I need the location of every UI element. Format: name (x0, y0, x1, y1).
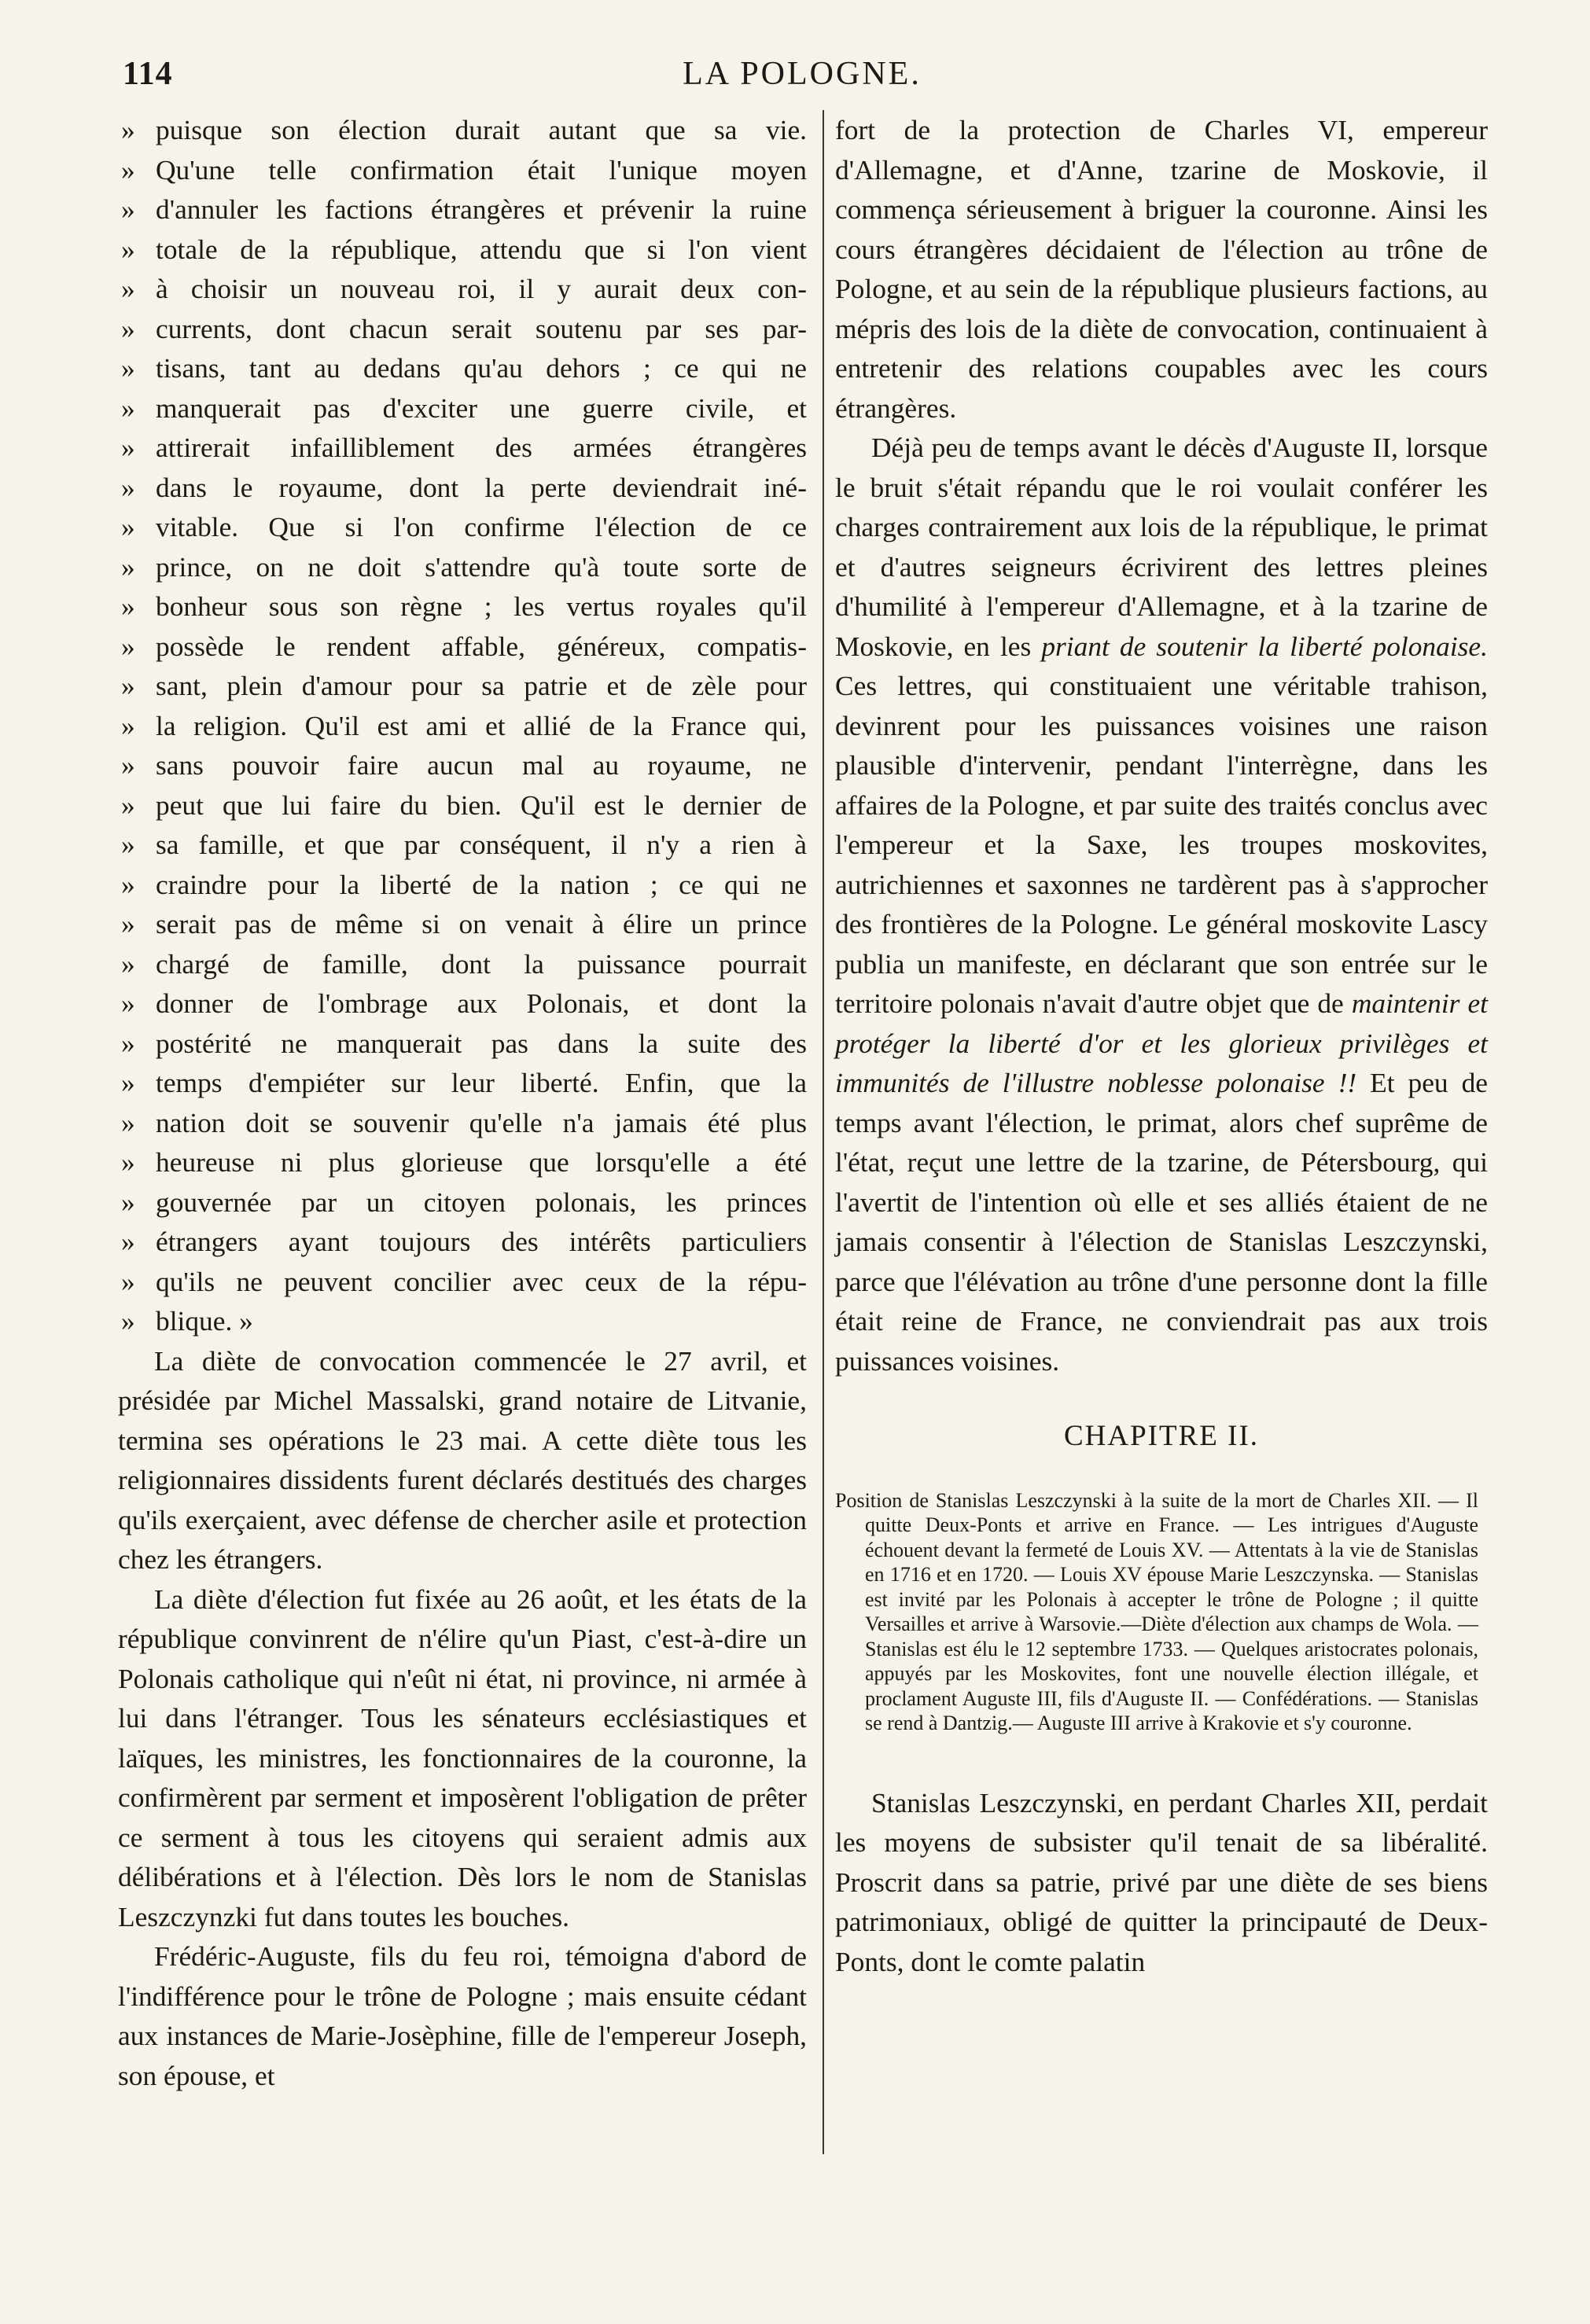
quote-marker: » (121, 749, 135, 781)
quote-line (118, 1182, 807, 1223)
quote-line (118, 507, 807, 547)
quote-marker: » (121, 273, 135, 304)
quote-marker: » (121, 1186, 135, 1218)
quote-marker: » (121, 550, 135, 583)
quote-line-text: attirerait infailliblement des armées étrangères (156, 432, 807, 463)
quote-line-text: chargé de famille, dont la puissance pourrait (156, 947, 807, 980)
quote-marker: » (121, 312, 135, 344)
quote-line-text: étrangers ayant toujours des intérêts particuliers (156, 1226, 807, 1257)
paragraph-frederic-auguste: Frédéric-Auguste, fils du feu roi, témoigna d'abord de l'indifférence pour le trône de Pologne ; mais ensuite cédant aux instances de Marie-Josèphine, fille de l'empereur Joseph, son épouse, et (118, 1940, 807, 2091)
quote-marker: » (121, 1106, 135, 1138)
quote-line-text: nation doit se souvenir qu'elle n'a jamais été plus (156, 1106, 807, 1138)
quote-line (118, 1063, 807, 1103)
quote-line-text: puisque son élection durait autant que sa vie. (156, 114, 807, 145)
chapter-heading: CHAPITRE II. (1063, 1420, 1260, 1452)
quote-line (118, 388, 807, 428)
quote-line (118, 468, 807, 508)
quote-line-text: Qu'une telle confirmation était l'unique moyen (156, 153, 807, 186)
quote-marker: » (121, 471, 135, 503)
quote-line-text: sans pouvoir faire aucun mal au royaume, ne (156, 749, 807, 781)
quote-marker: » (121, 352, 135, 384)
quote-line-text: temps d'empiéter sur leur liberté. Enfin, que la (156, 1067, 807, 1098)
quote-line-text: currents, dont chacun serait soutenu par ses par- (156, 312, 807, 344)
quote-marker: » (121, 590, 135, 622)
italic-quote: priant de soutenir la liberté polonaise. (1041, 630, 1488, 662)
quote-marker: » (121, 868, 135, 900)
quote-marker: » (121, 789, 135, 821)
quote-marker: » (121, 1027, 135, 1059)
quote-line-text: serait pas de même si on venait à élire un prince (156, 908, 807, 940)
quote-line-text: sa famille, et que par conséquent, il n'y a rien à (156, 829, 807, 860)
quote-line (118, 189, 807, 230)
quote-line (118, 1024, 807, 1064)
quote-line-text: postérité ne manquerait pas dans la suite des (156, 1027, 807, 1059)
quote-line (118, 984, 807, 1024)
quote-line-text: donner de l'ombrage aux Polonais, et dont la (156, 987, 807, 1019)
quote-marker: » (121, 630, 135, 662)
quote-line (118, 547, 807, 587)
quote-line-text: possède le rendent affable, généreux, compatis- (156, 630, 807, 662)
paragraph-foreign-intervention (835, 428, 1488, 1381)
quote-line-text: totale de la république, attendu que si l'on vient (156, 233, 807, 265)
page-number: 114 (123, 56, 173, 92)
running-title: LA POLOGNE. (683, 56, 922, 92)
quote-marker: » (121, 709, 135, 741)
quote-line (118, 1222, 807, 1262)
column-divider (823, 110, 824, 2154)
italic-quote: maintenir et protéger la liberté d'or et les glorieux privilèges et immunités de l'illustre noblesse polonaise !! (835, 987, 1488, 1098)
quote-line-text: gouvernée par un citoyen polonais, les princes (156, 1186, 807, 1218)
chapter-summary: Position de Stanislas Leszczynski à la suite de la mort de Charles XII. — Il quitte Deux-Ponts et arrive en France. — Les intrigues d'Auguste échouent devant la fermeté de Louis XV. — Attentats à la vie de Stanislas en 1716 et en 1720. — Louis XV épouse Marie Leszczynska. — Stanislas est invité par les Polonais à accepter le trône de Pologne ; il quitte Versailles et arrive à Warsovie.—Diète d'élection aux champs de Wola. — Stanislas est élu le 12 septembre 1733. — Quelques aristocrates polonais, appuyés par les Moskovites, font une nouvelle élection illégale, et proclament Auguste III, fils d'Auguste II. — Confédérations. — Stanislas se rend à Dantzig.— Auguste III arrive à Krakovie et s'y couronne. (835, 1488, 1478, 1734)
quote-line (118, 269, 807, 309)
quote-line (118, 309, 807, 349)
paragraph-election-diet: La diète d'élection fut fixée au 26 août, et les états de la république convinrent de n'élire qu'un Piast, c'est-à-dire un Polonais catholique qui n'eût ni état, ni province, ni armée à lui dans l'étranger. Tous les sénateurs ecclésiastiques et laïques, les ministres, les fonctionnaires de la couronne, la confirmèrent par serment et imposèrent l'obligation de prêter ce serment à tous les citoyens qui seraient admis aux délibérations et à l'élection. Dès lors le nom de Stanislas Leszczynzki fut dans toutes les bouches. (118, 1583, 807, 1932)
quote-marker: » (121, 233, 135, 265)
quote-line (118, 627, 807, 667)
quote-line (118, 706, 807, 746)
quote-marker: » (121, 947, 135, 980)
page-header (118, 55, 1486, 102)
quote-line (118, 150, 807, 190)
right-column (835, 110, 1488, 1981)
quote-line-text: heureuse ni plus glorieuse que lorsqu'elle a été (156, 1146, 807, 1178)
quote-line-text: blique. » (156, 1305, 253, 1337)
quote-marker: » (121, 193, 135, 225)
quote-line-text: qu'ils ne peuvent concilier avec ceux de la répu- (156, 1265, 807, 1297)
quote-marker: » (121, 153, 135, 186)
quote-marker: » (121, 1305, 135, 1337)
quote-marker: » (121, 670, 135, 701)
paragraph-continuation: fort de la protection de Charles VI, empereur d'Allemagne, et d'Anne, tzarine de Moskovie, il commença sérieusement à briguer la couronne. Ainsi les cours étrangères décidaient de l'élection au trône de Pologne, et au sein de la république plusieurs factions, au mépris des lois de la diète de convocation, continuaient à entretenir des relations coupables avec les cours étrangères. (835, 114, 1488, 424)
quote-line (118, 666, 807, 706)
quote-line (118, 944, 807, 984)
quote-line-text: manquerait pas d'exciter une guerre civile, et (156, 392, 807, 424)
quoted-speech (118, 110, 807, 1341)
paragraph-stanislas: Stanislas Leszczynski, en perdant Charles XII, perdait les moyens de subsister qu'il tenait de sa libéralité. Proscrit dans sa patrie, privé par une diète de ses biens patrimoniaux, obligé de quitter la principauté de Deux-Ponts, dont le comte palatin (835, 1786, 1488, 1977)
quote-line-text: d'annuler les factions étrangères et prévenir la ruine (156, 193, 807, 225)
quote-line (118, 1262, 807, 1302)
quote-line-text: craindre pour la liberté de la nation ; ce qui ne (156, 868, 807, 900)
paragraph-text: Et peu de temps avant l'élection, le primat, alors chef suprême de l'état, reçut une lettre de la tzarine, de Pétersbourg, qui l'avertit de l'intention où elle et ses alliés étaient de ne jamais consentir à l'élection de Stanislas Leszczynski, parce que l'élévation au trône d'une personne dont la fille était reine de France, ne conviendrait pas aux trois puissances voisines. (835, 1067, 1488, 1377)
quote-line (118, 1103, 807, 1143)
quote-line (118, 230, 807, 270)
quote-marker: » (121, 432, 135, 463)
quote-marker: » (121, 114, 135, 145)
quote-line (118, 348, 807, 388)
quote-marker: » (121, 511, 135, 542)
quote-line-text: tisans, tant au dedans qu'au dehors ; ce qui ne (156, 352, 807, 384)
quote-line-text: la religion. Qu'il est ami et allié de la France qui, (156, 709, 807, 741)
left-column (118, 110, 807, 2095)
quote-marker: » (121, 987, 135, 1019)
quote-line (118, 825, 807, 865)
quote-line (118, 428, 807, 468)
quote-line (118, 904, 807, 944)
quote-line-text: prince, on ne doit s'attendre qu'à toute sorte de (156, 550, 807, 583)
quote-line (118, 587, 807, 627)
quote-marker: » (121, 1265, 135, 1297)
quote-line-text: à choisir un nouveau roi, il y aurait deux con- (156, 273, 807, 304)
quote-line-text: peut que lui faire du bien. Qu'il est le dernier de (156, 789, 807, 821)
quote-line-text: vitable. Que si l'on confirme l'élection de ce (156, 511, 807, 542)
quote-marker: » (121, 829, 135, 860)
quote-marker: » (121, 1226, 135, 1257)
paragraph-text: Déjà peu de temps avant le décès d'Auguste II, lorsque le bruit s'était répandu que le roi voulait conférer les charges contrairement aux lois de la république, le primat et d'autres seigneurs écrivirent des lettres pleines d'humilité à l'empereur d'Allemagne, et à la tzarine de Moskovie, en les (835, 432, 1488, 662)
quote-line (118, 865, 807, 905)
quote-line (118, 785, 807, 826)
quote-line-text: sant, plein d'amour pour sa patrie et de zèle pour (156, 670, 807, 701)
quote-line (118, 745, 807, 785)
quote-line-text: dans le royaume, dont la perte deviendrait iné- (156, 471, 807, 503)
quote-line (118, 1301, 807, 1341)
quote-marker: » (121, 392, 135, 424)
quote-marker: » (121, 908, 135, 940)
quote-marker: » (121, 1067, 135, 1098)
paragraph-convocation-diet: La diète de convocation commencée le 27 avril, et présidée par Michel Massalski, grand notaire de Litvanie, termina ses opérations le 23 mai. A cette diète tous les religionnaires dissidents furent déclarés destitués des charges qu'ils exerçaient, avec défense de chercher asile et protection chez les étrangers. (118, 1344, 807, 1575)
quote-line (118, 1142, 807, 1182)
quote-line (118, 110, 807, 150)
paragraph-text: Ces lettres, qui constituaient une véritable trahison, devinrent pour les puissances voisines une raison plausible d'intervenir, pendant l'interrègne, dans les affaires de la Pologne, et par suite des traités conclus avec l'empereur et la Saxe, les troupes moskovites, autrichiennes et saxonnes ne tardèrent pas à s'approcher des frontières de la Pologne. Le général moskovite Lascy publia un manifeste, en déclarant que son entrée sur le territoire polonais n'avait d'autre objet que de (835, 670, 1488, 1019)
quote-line-text: bonheur sous son règne ; les vertus royales qu'il (156, 590, 807, 622)
quote-marker: » (121, 1146, 135, 1178)
